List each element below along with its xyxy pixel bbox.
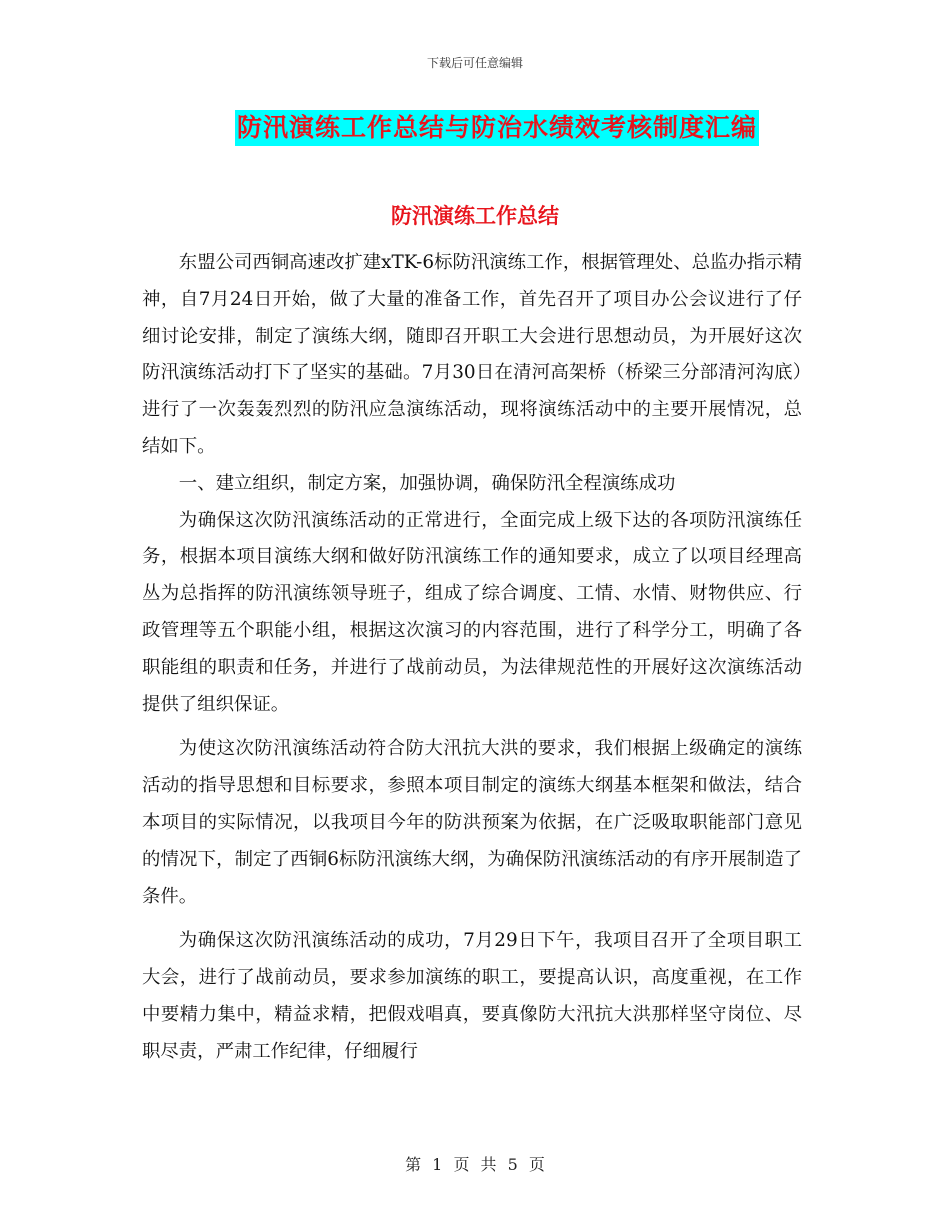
section-title: 防汛演练工作总结	[391, 204, 559, 228]
paragraph-mobilization: 为确保这次防汛演练活动的成功，7月29日下午，我项目召开了全项目职工大会，进行了战前动员，要求参加演练的职工，要提高认识，高度重视，在工作中要精力集中，精益求精，把假戏唱真，要真像防大汛抗大洪那样坚守岗位、尽职尽责，严肃工作纪律，仔细履行	[142, 930, 802, 1062]
paragraph-intro: 东盟公司西铜高速改扩建xTK-6标防汛演练工作，根据管理处、总监办指示精神，自7月24日开始，做了大量的准备工作，首先召开了项目办公会议进行了仔细讨论安排，制定了演练大纲，随即召开职工大会进行思想动员，为开展好这次防汛演练活动打下了坚实的基础。7月30日在清河高架桥（桥梁三分部清河沟底）进行了一次轰轰烈烈的防汛应急演练活动，现将演练活动中的主要开展情况，总结如下。	[142, 252, 802, 457]
paragraph-organization: 为确保这次防汛演练活动的正常进行，全面完成上级下达的各项防汛演练任务，根据本项目演练大纲和做好防汛演练工作的通知要求，成立了以项目经理高丛为总指挥的防汛演练领导班子，组成了综合调度、工情、水情、财物供应、行政管理等五个职能小组，根据这次演习的内容范围，进行了科学分工，明确了各职能组的职责和任务，并进行了战前动员，为法律规范性的开展好这次演练活动提供了组织保证。	[142, 509, 802, 715]
page-indicator: 第 1 页 共 5 页	[405, 1155, 545, 1174]
paragraph-heading-1: 一、建立组织，制定方案，加强协调，确保防汛全程演练成功	[178, 472, 676, 494]
paragraph-outline: 为使这次防汛演练活动符合防大汛抗大洪的要求，我们根据上级确定的演练活动的指导思想和目标要求，参照本项目制定的演练大纲基本框架和做法，结合本项目的实际情况，以我项目今年的防洪预案为依据，在广泛吸取职能部门意见的情况下，制定了西铜6标防汛演练大纲，为确保防汛演练活动的有序开展制造了条件。	[142, 738, 802, 907]
main-title-container	[0, 110, 950, 146]
body-text	[142, 245, 802, 1071]
main-title: 防汛演练工作总结与防治水绩效考核制度汇编	[235, 110, 759, 146]
header-note: 下载后可任意编辑	[426, 56, 523, 70]
